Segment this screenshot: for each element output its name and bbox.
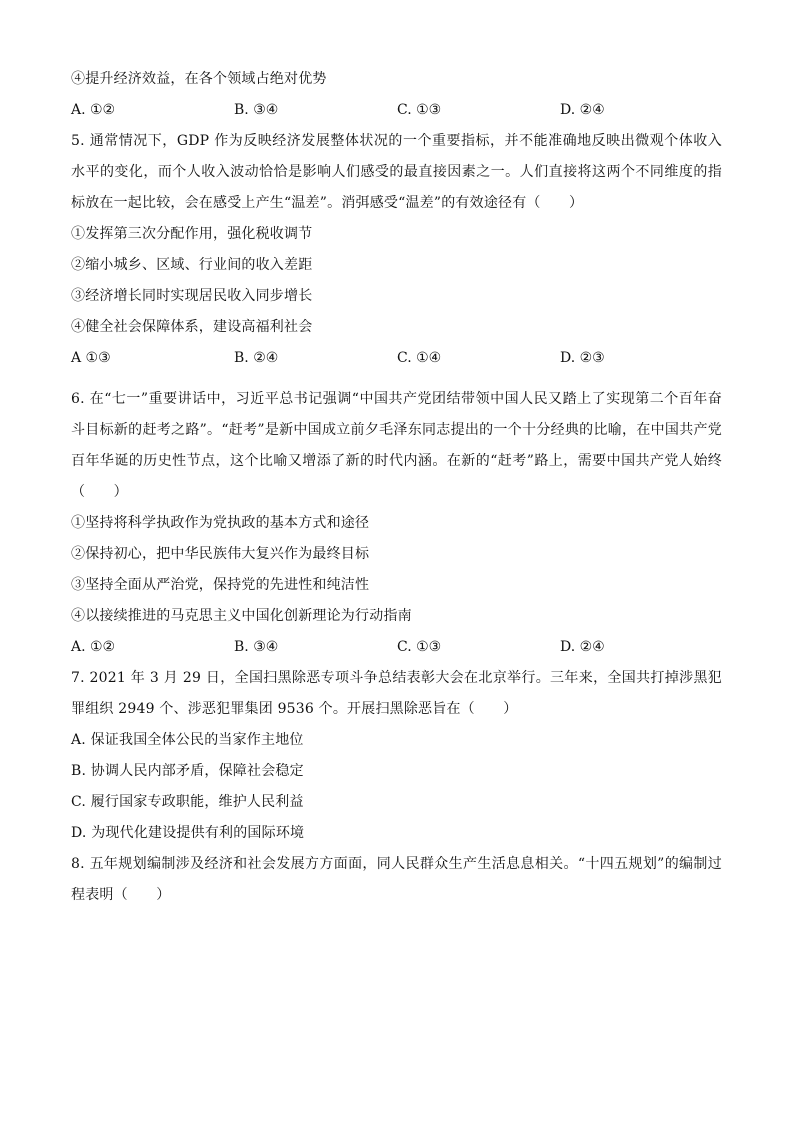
q6-options — [71, 632, 722, 663]
q7-choice-d: D. 为现代化建设提供有利的国际环境 — [71, 825, 305, 841]
q5-statement-3: ③经济增长同时实现居民收入同步增长 — [71, 288, 313, 304]
q5-statement-2: ②缩小城乡、区域、行业间的收入差距 — [71, 257, 313, 273]
q5-option-c: C. ①④ — [397, 350, 442, 366]
q6-option-b: B. ③④ — [234, 639, 279, 655]
q5-options — [71, 343, 722, 374]
q7-stem: 7. 2021 年 3 月 29 日，全国扫黑除恶专项斗争总结表彰大会在北京举行。三年来，全国共打掉涉黑犯罪组织 2949 个、涉恶犯罪集团 9536 个。开展扫黑除恶旨在（ ） — [71, 670, 722, 717]
q4-option-c: C. ①③ — [397, 102, 442, 118]
q5-option-b: B. ②④ — [234, 350, 279, 366]
q5-stem: 5. 通常情况下，GDP 作为反映经济发展整体状况的一个重要指标，并不能准确地反映出微观个体收入水平的变化，而个人收入波动恰恰是影响人们感受的最直接因素之一。人们直接将这两个不同维度的指标放在一起比较，会在感受上产生“温差”。消弭感受“温差”的有效途径有（ ） — [71, 133, 722, 211]
q4-option-a: A. ①② — [71, 102, 116, 118]
q4-options — [71, 95, 722, 126]
q6-statement-1: ①坚持将科学执政作为党执政的基本方式和途径 — [71, 515, 370, 531]
q6-option-d: D. ②④ — [560, 639, 605, 655]
q6-option-a: A. ①② — [71, 639, 116, 655]
q6-statement-4: ④以接续推进的马克思主义中国化创新理论为行动指南 — [71, 608, 412, 624]
q7-choice-b: B. 协调人民内部矛盾，保障社会稳定 — [71, 763, 304, 779]
q6-statement-3: ③坚持全面从严治党，保持党的先进性和纯洁性 — [71, 577, 370, 593]
q4-option-d: D. ②④ — [560, 102, 605, 118]
q5-statement-1: ①发挥第三次分配作用，强化税收调节 — [71, 226, 313, 242]
q5-option-d: D. ②③ — [560, 350, 605, 366]
q7-choice-a: A. 保证我国全体公民的当家作主地位 — [71, 732, 304, 748]
q5-option-a: A ①③ — [71, 350, 111, 366]
q4-statement-4: ④提升经济效益，在各个领域占绝对优势 — [71, 71, 327, 87]
q5-statement-4: ④健全社会保障体系，建设高福利社会 — [71, 319, 313, 335]
q6-stem: 6. 在“七一”重要讲话中，习近平总书记强调“中国共产党团结带领中国人民又踏上了实现第二个百年奋斗目标新的赶考之路”。“赶考”是新中国成立前夕毛泽东同志提出的一个十分经典的比喻，在中国共产党百年华诞的历史性节点，这个比喻又增添了新的时代内涵。在新的“赶考”路上，需要中国共产党人始终（ ） — [71, 391, 722, 500]
q4-option-b: B. ③④ — [234, 102, 279, 118]
q6-option-c: C. ①③ — [397, 639, 442, 655]
q7-choice-c: C. 履行国家专政职能，维护人民利益 — [71, 794, 304, 810]
q6-statement-2: ②保持初心，把中华民族伟大复兴作为最终目标 — [71, 546, 370, 562]
q8-stem: 8. 五年规划编制涉及经济和社会发展方方面面，同人民群众生产生活息息相关。“十四五规划”的编制过程表明（ ） — [71, 856, 722, 903]
